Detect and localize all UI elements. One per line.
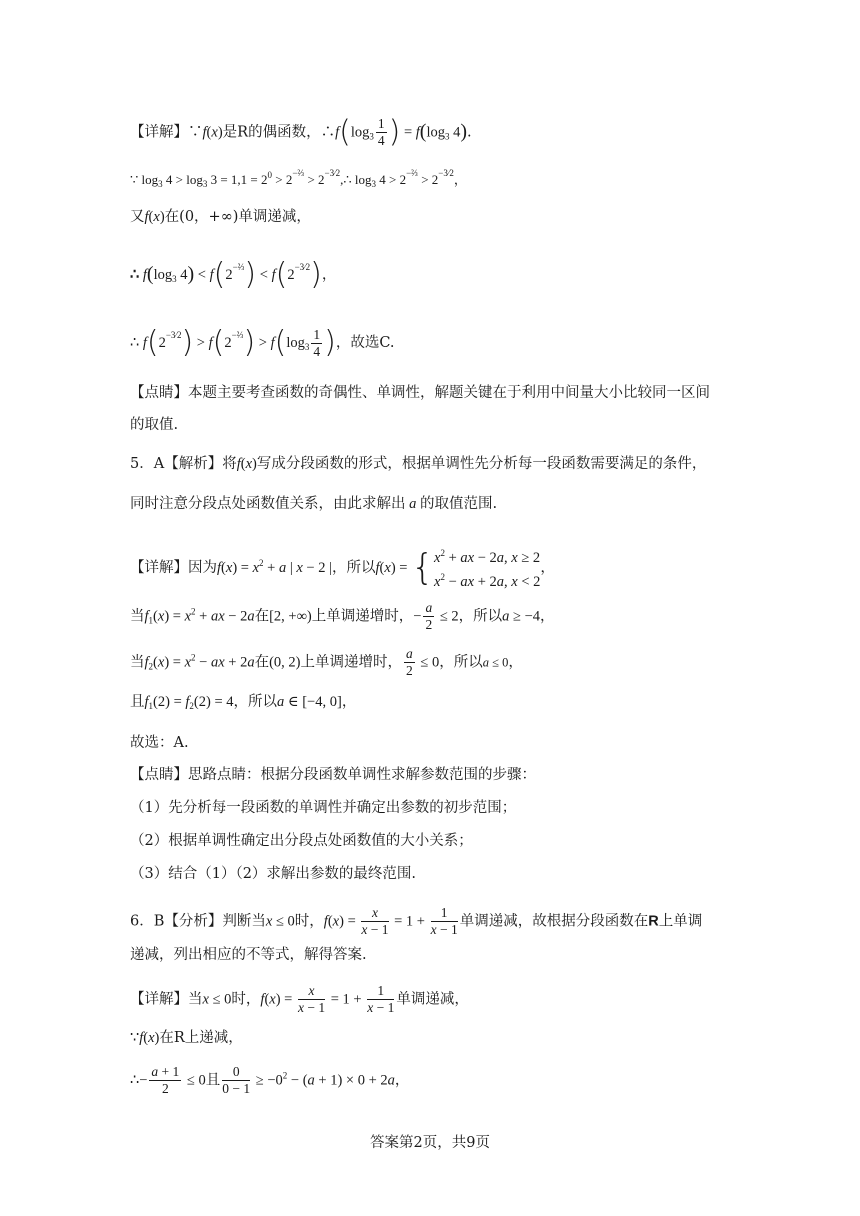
- text: 单调递减，: [396, 991, 469, 1008]
- text: 上单调递增时，: [311, 608, 414, 625]
- page-footer: 答案第2页，共9页: [370, 1135, 490, 1151]
- text: ，: [540, 608, 555, 625]
- text: ，故选C.: [335, 335, 395, 351]
- text: 【详解】当: [130, 991, 203, 1008]
- q6-detail-line-3: ∴− $\frac{a + 1}{2}$ ≤ 0且 $\frac{0}{0 - 1}$ ≥ $-0^2 - (a + 1) \times 0 + 2a$，: [130, 1064, 410, 1096]
- text: 且: [205, 1072, 221, 1089]
- detail-line-4: ∴ $f(\log_3$ $4) < f(2^{-\frac{2}{3}}) < f(2^{-3⁄2})$，: [130, 257, 337, 292]
- text: 又: [130, 209, 145, 225]
- q5-answer: 故选：A.: [130, 735, 189, 751]
- detail-line-3: 又f(x)在(0，+∞)单调递减，: [130, 209, 311, 225]
- text: 时，: [294, 913, 324, 930]
- text: 同时注意分段点处函数值关系，由此求解出: [130, 496, 406, 512]
- detail-line-2: ∵ $\log_3 4 > \log_3 3 = 1,1 = 2^0 > 2^{-\frac{2}{3}}$ > $2^{-3⁄2},\therefore$ $\log_3 4 > 2^{-\frac{2}{3}} > 2^{-3⁄2}$，: [130, 168, 467, 189]
- text: 单调递减，故根据分段函数在: [459, 913, 649, 930]
- text: ，所以: [458, 608, 503, 625]
- comment-line-1: 【点睛】本题主要考查函数的奇偶性、单调性，解题关键在于利用中间量大小比较同一区间: [130, 385, 710, 401]
- q6-analysis-line-2: 递减，列出相应的不等式，解得答案.: [130, 947, 367, 963]
- text: ，所以: [439, 654, 483, 671]
- text: 是R的偶函数，∴: [222, 124, 336, 141]
- text: ，所以: [233, 694, 277, 710]
- text: 在: [254, 608, 270, 625]
- q5-detail-line-1: 【详解】因为$f(x) = x^2 + a$ | x − 2 |，所以f(x) = { $x^2$ + ax − 2a, x ≥ 2 $x^2$ − ax + 2a, x < 2 ，: [130, 544, 555, 592]
- q6-analysis-line-1: 6．B【分析】判断当x ≤ 0时，f(x) = $\frac{x}{x - 1}$ = 1 + $\frac{1}{x - 1}$ 单调递减，故根据分段函数在R上单调: [130, 905, 703, 937]
- fraction: $\frac{1}{x - 1}$: [367, 983, 395, 1015]
- text: 【详解】∵: [130, 124, 203, 141]
- fraction: $\frac{1}{4}$: [313, 326, 321, 359]
- text: 且: [130, 694, 145, 710]
- text: ，所以: [332, 560, 376, 576]
- detail-line-5: ∴ $f(2^{-3⁄2}) > f(2^{-\frac{2}{3}}) > f(\log_3$ $\frac{1}{4}$ )，故选C.: [130, 325, 395, 360]
- comment-line-2: 的取值.: [130, 417, 179, 433]
- text: ，: [341, 694, 357, 710]
- q5-detail-line-3: 当$f_2(x) = x^2$ − ax + 2a在(0, 2)上单调递增时， $\frac{a}{2}$ ≤ 0，所以a ≤ 0，: [130, 646, 523, 678]
- text: 6．B【分析】判断当: [130, 913, 266, 930]
- detail-line-1: 【详解】∵f(x)是R的偶函数，$\therefore f(\log_3$ $\frac{1}{4}$ ) = $f(\log_3$ 4).: [130, 114, 472, 150]
- text: ，: [540, 560, 555, 576]
- text: 的取值范围.: [420, 496, 498, 512]
- fraction: $\frac{x}{x - 1}$: [297, 983, 326, 1015]
- fraction: $\frac{1}{x - 1}$: [430, 905, 458, 937]
- text: ∵: [130, 1030, 140, 1046]
- q5-step-1: （1）先分析每一段函数的单调性并确定出参数的初步范围；: [130, 800, 517, 816]
- q5-detail-line-4: 且$f_1(2) = f_2(2) = 4$，所以a ∈ [−4, 0]，: [130, 694, 357, 711]
- text: 5．A【解析】将: [130, 456, 237, 472]
- text: 在(0，+∞)单调递减，: [164, 209, 311, 225]
- text: ，: [321, 267, 337, 283]
- fraction: $\frac{a}{2}$: [406, 646, 413, 678]
- text: 时，: [231, 991, 261, 1008]
- piecewise-cases: $x^2$ + ax − 2a, x ≥ 2 $x^2$ − ax + 2a, x < 2: [434, 548, 541, 590]
- q5-step-2: （2）根据单调性确定出分段点处函数值的大小关系；: [130, 833, 473, 849]
- q6-detail-line-2: ∵f(x)在R上递减，: [130, 1030, 243, 1046]
- fraction: $\frac{x}{x - 1}$: [361, 905, 389, 937]
- text: ，: [508, 654, 523, 671]
- fraction: $\frac{a + 1}{2}$: [151, 1064, 180, 1096]
- text: 上单调递增时，: [300, 654, 402, 671]
- text: R: [648, 913, 659, 930]
- q6-detail-line-1: 【详解】当x ≤ 0时，f(x) = $\frac{x}{x - 1}$ = 1 + $\frac{1}{x - 1}$ 单调递减，: [130, 983, 469, 1015]
- text: 在R上递减，: [159, 1030, 243, 1046]
- text: 【详解】因为: [130, 560, 217, 576]
- math-fx: f: [202, 124, 207, 141]
- q5-analysis-line-2: 同时注意分段点处函数值关系，由此求解出 a 的取值范围.: [130, 496, 498, 512]
- text: .: [467, 124, 472, 141]
- text: ∴: [130, 1072, 140, 1089]
- text: 当: [130, 654, 145, 671]
- text: 在: [254, 654, 270, 671]
- text: 写成分段函数的形式，根据单调性先分析每一段函数需要满足的条件，: [256, 456, 707, 472]
- q5-analysis-line-1: 5．A【解析】将f(x)写成分段函数的形式，根据单调性先分析每一段函数需要满足的条件，: [130, 456, 707, 472]
- q5-step-3: （3）结合（1）（2）求解出参数的最终范围.: [130, 866, 417, 882]
- text: 当: [130, 608, 145, 625]
- text: 上单调: [658, 913, 703, 930]
- q5-detail-line-2: 当$f_1(x) = x^2$ + ax − 2a在[2, +∞)上单调递增时，− $\frac{a}{2}$ ≤ 2，所以a ≥ −4，: [130, 600, 555, 632]
- fraction: $\frac{0}{0 - 1}$: [222, 1064, 251, 1096]
- fraction: $\frac{a}{2}$: [425, 600, 433, 632]
- text: ，: [394, 1072, 410, 1089]
- text: ，: [453, 173, 467, 188]
- q5-comment-heading: 【点睛】思路点睛：根据分段函数单调性求解参数范围的步骤：: [130, 767, 536, 783]
- fraction: $\frac{1}{4}$: [377, 116, 385, 148]
